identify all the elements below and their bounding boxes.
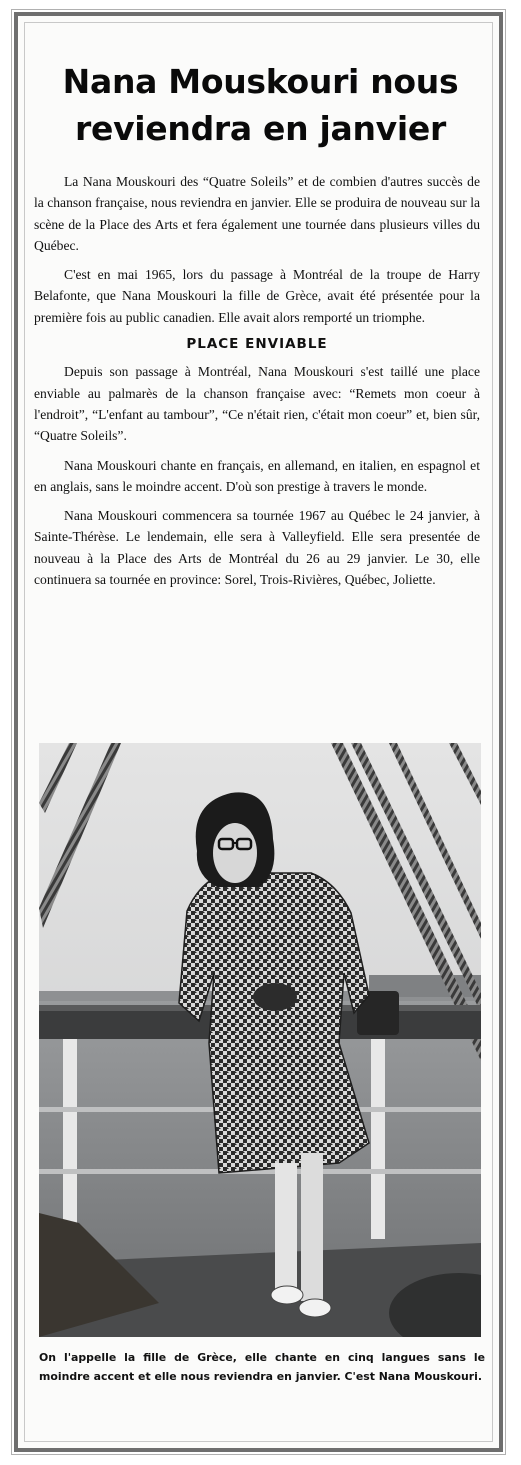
subheading: PLACE ENVIABLE — [186, 336, 328, 353]
paragraph-tour: Nana Mouskouri commencera sa tournée 1967 au Québec le 24 janvier, à Sainte-Thérèse. Le lendemain, elle sera à Valleyfield. Elle sera presentée de nouveau à la Place des Arts de Montréal du 26 au 29 janvier. Le 30, elle continuera sa tournée en province: Sorel, Trois-Rivières, Québec, Joliette. — [34, 508, 480, 588]
photo-caption: On l'appelle la fille de Grèce, elle chante en cinq langues sans le moindre accent et elle nous reviendra en janvier. C'est Nana Mouskouri. — [39, 1351, 485, 1383]
paragraph-intro: La Nana Mouskouri des “Quatre Soleils” et de combien d'autres succès de la chanson française, nous reviendra en janvier. Elle se produira de nouveau sur la scène de la Place des Arts et fera également une tournée dans plusieurs villes du Québec. — [34, 174, 480, 253]
paragraph-languages: Nana Mouskouri chante en français, en allemand, en italien, en espagnol et en anglais, sans le moindre accent. D'où son prestige à travers le monde. — [34, 457, 480, 494]
article-body — [34, 171, 480, 598]
headline — [20, 58, 501, 152]
paragraph-history: C'est en mai 1965, lors du passage à Montréal de la troupe de Harry Belafonte, que Nana Mouskouri la fille de Grèce, avait été présentée pour la première fois au public canadien. Elle avait alors remporté un triomphe. — [34, 267, 480, 325]
photo-nana-mouskouri — [39, 743, 481, 1337]
headline-line-1: Nana Mouskouri nous — [62, 62, 459, 101]
headline-line-2: reviendra en janvier — [75, 109, 446, 148]
paragraph-successes: Depuis son passage à Montréal, Nana Mouskouri s'est taillé une place enviable au palmarès de la chanson française avec: “Remets mon coeur à l'endroit”, “L'enfant au tambour”, “Ce n'était rien, c'était mon coeur” et, bien sûr, “Quatre Soleils”. — [34, 364, 480, 444]
